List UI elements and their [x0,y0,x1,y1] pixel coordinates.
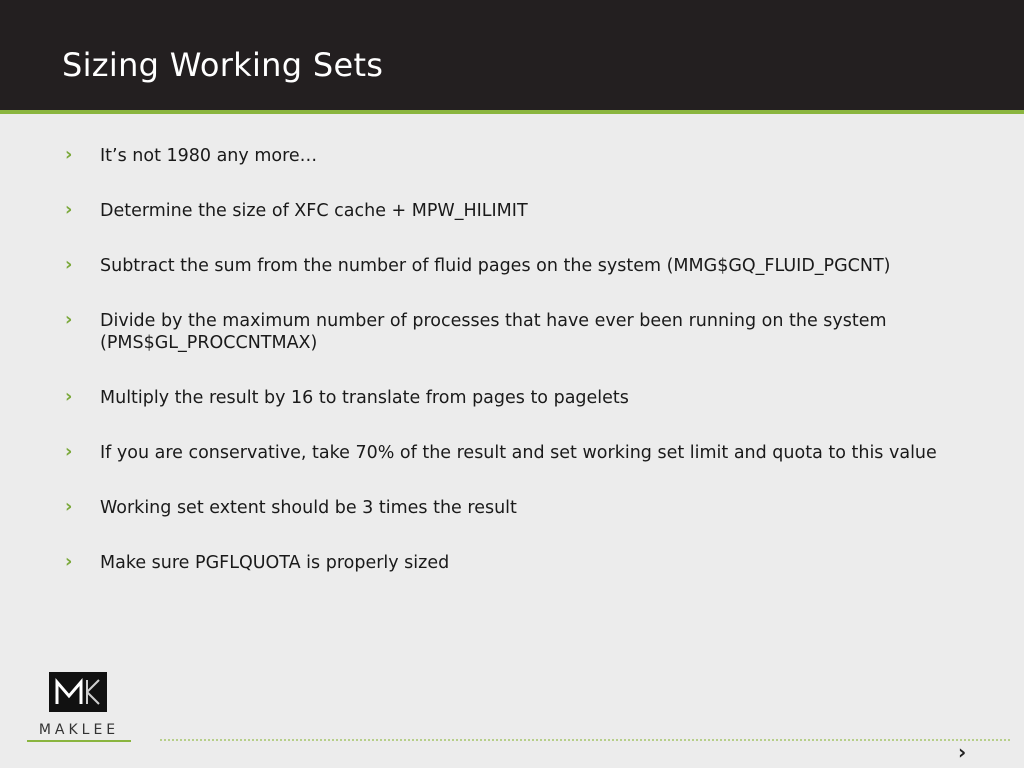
bullet-text: Make sure PGFLQUOTA is properly sized [100,553,450,573]
bullet-chevron-icon: › [65,386,73,407]
bullet-text: If you are conservative, take 70% of the result and set working set limit and quota to this value [100,443,937,463]
mk-monogram-icon [49,672,107,712]
bullet-chevron-icon: › [65,199,73,220]
bullet-list [62,145,942,607]
bullet-text: It’s not 1980 any more… [100,146,318,166]
footer-dotted-line [160,739,1010,741]
logo-underline [27,740,131,742]
bullet-text: Working set extent should be 3 times the result [100,498,517,518]
bullet-item [62,387,942,409]
bullet-text: Divide by the maximum number of processes that have ever been running on the system (PMS$GL_PROCCNTMAX) [100,311,887,353]
title-bar [0,0,1024,110]
bullet-item [62,552,942,574]
logo-wordmark: MAKLEE [38,722,120,738]
bullet-item [62,310,942,354]
bullet-chevron-icon: › [65,144,73,165]
bullet-item [62,200,942,222]
bullet-item [62,497,942,519]
title-accent-line [0,110,1024,114]
slide-title: Sizing Working Sets [62,46,384,84]
bullet-chevron-icon: › [65,496,73,517]
bullet-chevron-icon: › [65,441,73,462]
mk-monogram-icon-svg [49,672,107,712]
bullet-item [62,145,942,167]
bullet-chevron-icon: › [65,254,73,275]
bullet-chevron-icon: › [65,551,73,572]
bullet-text: Subtract the sum from the number of fluid pages on the system (MMG$GQ_FLUID_PGCNT) [100,256,891,276]
bullet-text: Multiply the result by 16 to translate from pages to pagelets [100,388,629,408]
bullet-item [62,442,942,464]
bullet-chevron-icon: › [65,309,73,330]
maklee-logo [27,672,131,742]
bullet-item [62,255,942,277]
chevron-right-icon[interactable]: › [958,740,967,764]
bullet-text: Determine the size of XFC cache + MPW_HILIMIT [100,201,528,221]
